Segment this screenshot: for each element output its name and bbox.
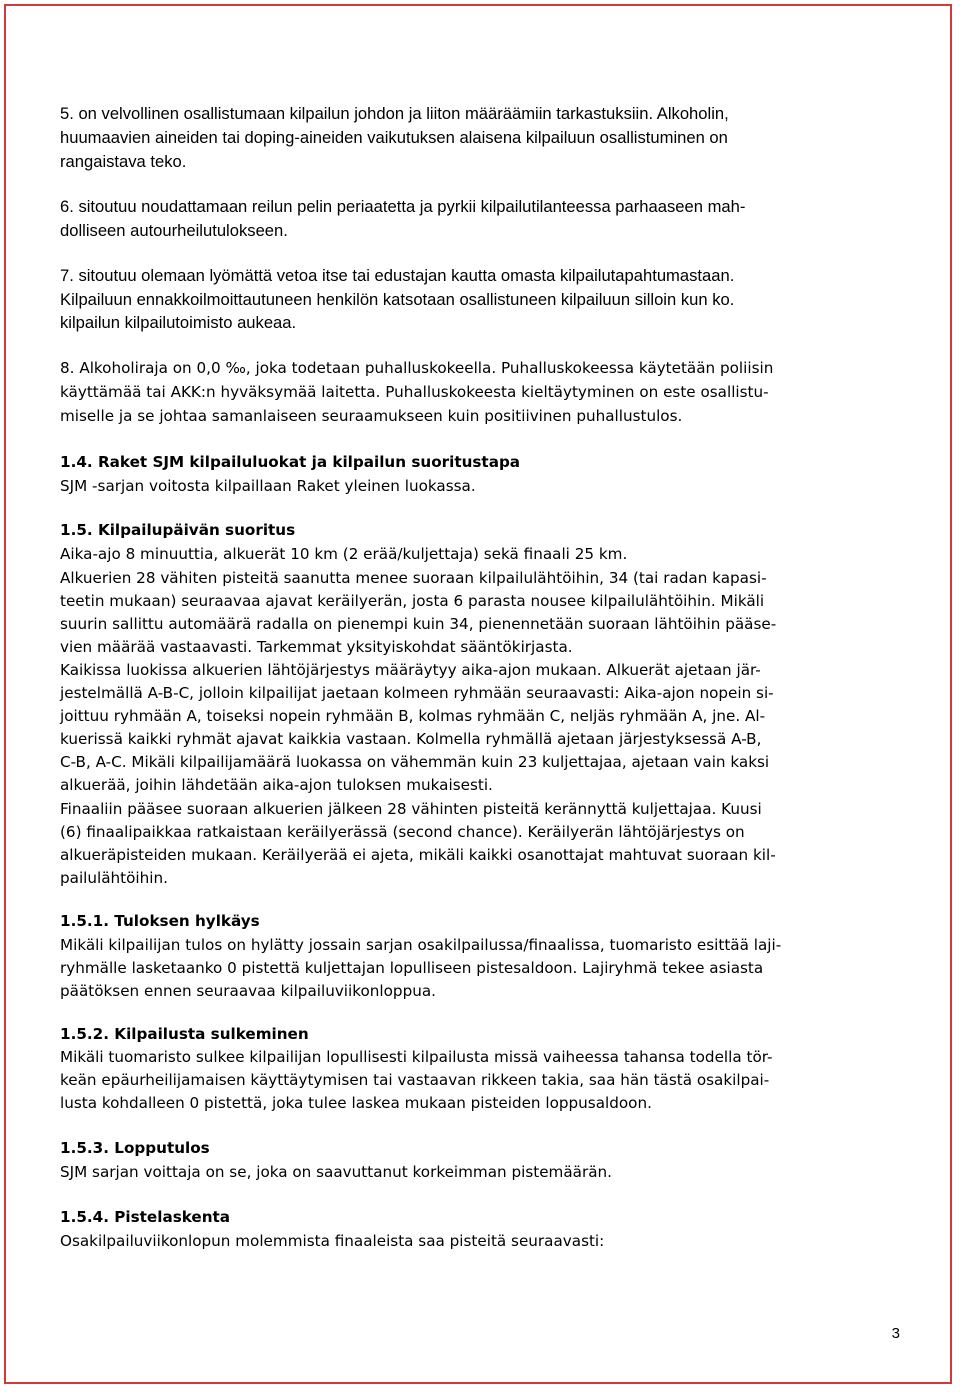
paragraph-line: miselle ja se johtaa samanlaiseen seuraamukseen kuin positiivinen puhallustulos.	[60, 407, 683, 425]
section-heading: 1.5.4. Pistelaskenta	[60, 1208, 231, 1226]
section-heading: 1.5.2. Kilpailusta sulkeminen	[60, 1025, 309, 1043]
paragraph-line: päätöksen ennen seuraavaa kilpailuviikonloppua.	[60, 982, 436, 1000]
paragraph-line: C-B, A-C. Mikäli kilpailijamäärä luokassa on vähemmän kuin 23 kuljettajaa, ajetaan vain kaksi	[60, 753, 770, 771]
paragraph-line: Mikäli kilpailijan tulos on hylätty jossain sarjan osakilpailussa/finaalissa, tuomaristo esittää laji-	[60, 936, 782, 954]
section-heading: 1.4. Raket SJM kilpailuluokat ja kilpailun suoritustapa	[60, 453, 521, 471]
paragraph-line: 8. Alkoholiraja on 0,0 ‰, joka todetaan puhalluskokeella. Puhalluskokeessa käytetään poliisin	[60, 359, 774, 377]
paragraph-line: joittuu ryhmään A, toiseksi nopein ryhmään B, kolmas ryhmään C, neljäs ryhmään A, jne. Al-	[60, 707, 766, 725]
paragraph-line: rangaistava teko.	[60, 152, 187, 171]
paragraph-line: 7. sitoutuu olemaan lyömättä vetoa itse tai edustajan kautta omasta kilpailutapahtumastaan.	[60, 266, 735, 285]
paragraph-line: huumaavien aineiden tai doping-aineiden vaikutuksen alaisena kilpailuun osallistuminen on	[60, 128, 728, 147]
paragraph-line: 6. sitoutuu noudattamaan reilun pelin periaatetta ja pyrkii kilpailutilanteessa parhaaseen mah-	[60, 197, 746, 216]
paragraph-line: kilpailun kilpailutoimisto aukeaa.	[60, 313, 297, 332]
paragraph-line: Osakilpailuviikonlopun molemmista finaaleista saa pisteitä seuraavasti:	[60, 1232, 605, 1250]
paragraph-line: kuerissä kaikki ryhmät ajavat kaikkia vastaan. Kolmella ryhmällä ajetaan järjestyksessä A-B,	[60, 730, 762, 748]
paragraph-line: lusta kohdalleen 0 pistettä, joka tulee laskea mukaan pisteiden loppusaldoon.	[60, 1094, 652, 1112]
paragraph-line: Finaaliin pääsee suoraan alkuerien jälkeen 28 vähinten pisteitä kerännyttä kuljettajaa. Kuusi	[60, 800, 762, 818]
paragraph-line: suurin sallittu automäärä radalla on pienempi kuin 34, pienennetään suoraan lähtöihin pääse-	[60, 615, 777, 633]
paragraph-line: vien määrää vastaavasti. Tarkemmat yksityiskohdat sääntökirjasta.	[60, 638, 573, 656]
paragraph-line: 5. on velvollinen osallistumaan kilpailun johdon ja liiton määräämiin tarkastuksiin. Alkoholin,	[60, 104, 729, 123]
paragraph-line: SJM sarjan voittaja on se, joka on saavuttanut korkeimman pistemäärän.	[60, 1163, 612, 1181]
paragraph-line: alkueräpisteiden mukaan. Keräilyerää ei ajeta, mikäli kaikki osanottajat mahtuvat suoraan kil-	[60, 846, 776, 864]
section-heading: 1.5.1. Tuloksen hylkäys	[60, 912, 260, 930]
paragraph-line: jestelmällä A-B-C, jolloin kilpailijat jaetaan kolmeen ryhmään seuraavasti: Aika-ajon nopein si-	[60, 684, 774, 702]
page-number: 3	[891, 1325, 900, 1342]
section-heading: 1.5.3. Lopputulos	[60, 1139, 210, 1157]
paragraph-line: Mikäli tuomaristo sulkee kilpailijan lopullisesti kilpailusta missä vaiheessa tahansa todella tör-	[60, 1048, 773, 1066]
paragraph-line: keän epäurheilijamaisen käyttäytymisen tai vastaavan rikkeen takia, saa hän tästä osakilpai-	[60, 1071, 770, 1089]
paragraph-line: (6) finaalipaikkaa ratkaistaan keräilyerässä (second chance). Keräilyerän lähtöjärjestys on	[60, 823, 745, 841]
paragraph-line: Alkuerien 28 vähiten pisteitä saanutta menee suoraan kilpailulähtöihin, 34 (tai radan kapasi-	[60, 569, 767, 587]
paragraph-line: Kaikissa luokissa alkuerien lähtöjärjestys määräytyy aika-ajon mukaan. Alkuerät ajetaan jär-	[60, 661, 761, 679]
paragraph-line: dolliseen autourheilutulokseen.	[60, 221, 288, 240]
section-heading: 1.5. Kilpailupäivän suoritus	[60, 521, 296, 539]
paragraph-line: käyttämää tai AKK:n hyväksymää laitetta. Puhalluskokeesta kieltäytyminen on este osallistu-	[60, 383, 769, 401]
paragraph-line: Aika-ajo 8 minuuttia, alkuerät 10 km (2 erää/kuljettaja) sekä finaali 25 km.	[60, 545, 628, 563]
paragraph-line: pailulähtöihin.	[60, 869, 168, 887]
paragraph-line: ryhmälle lasketaanko 0 pistettä kuljettajan lopulliseen pistesaldoon. Lajiryhmä tekee asiasta	[60, 959, 764, 977]
paragraph-line: teetin mukaan) seuraavaa ajavat keräilyerän, josta 6 parasta nousee kilpailulähtöihin. Mikäli	[60, 592, 765, 610]
paragraph-line: SJM -sarjan voitosta kilpaillaan Raket yleinen luokassa.	[60, 477, 476, 495]
paragraph-line: Kilpailuun ennakkoilmoittautuneen henkilön katsotaan osallistuneen kilpailuun silloin kun ko.	[60, 290, 735, 309]
paragraph-line: alkuerää, joihin lähdetään aika-ajon tuloksen mukaisesti.	[60, 776, 493, 794]
